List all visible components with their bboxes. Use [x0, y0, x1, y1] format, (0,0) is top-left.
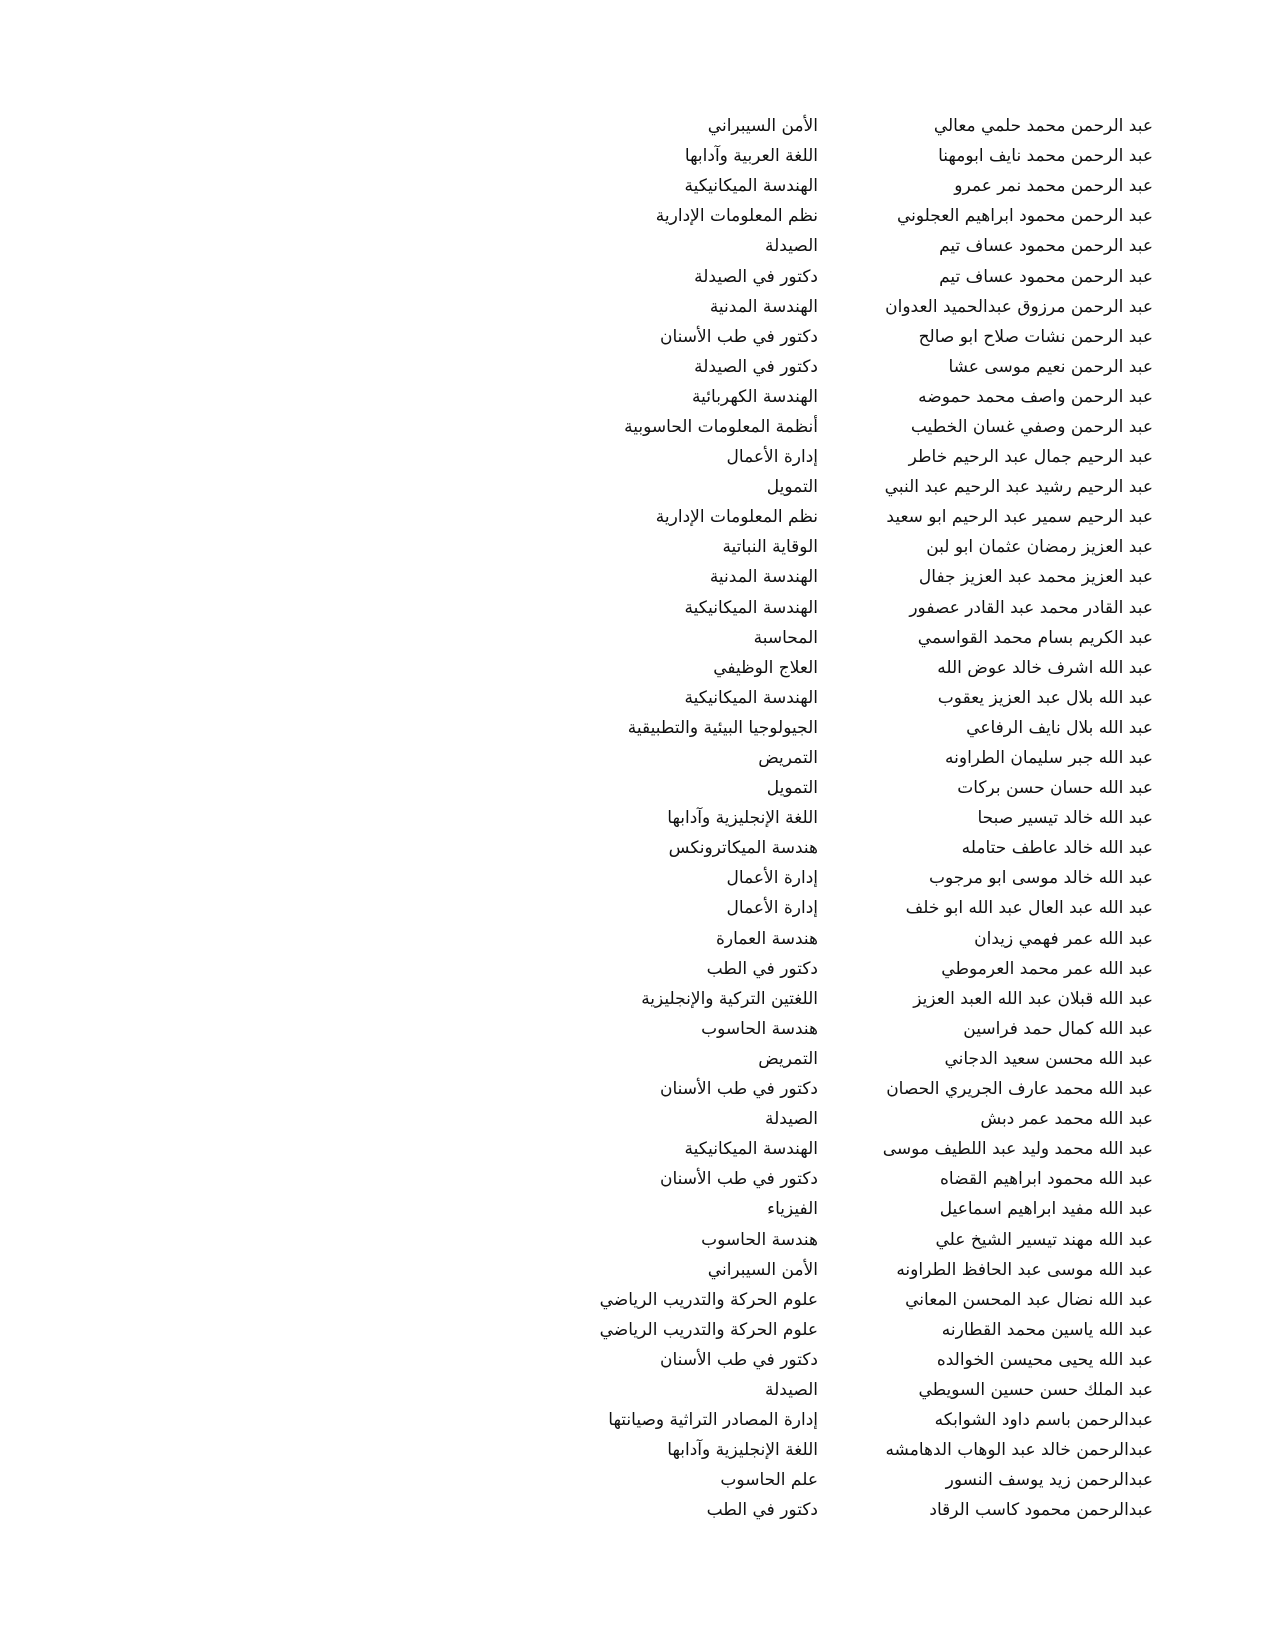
- list-item: [513, 1255, 1153, 1285]
- person-name: عبد الله بلال عبد العزيز يعقوب: [937, 687, 1153, 708]
- person-name: عبدالرحمن محمود كاسب الرقاد: [929, 1500, 1153, 1521]
- list-item: [513, 1134, 1153, 1164]
- major-name: هندسة العمارة: [715, 928, 818, 949]
- list-item: [513, 1224, 1153, 1254]
- person-name: عبد الرحيم رشيد عبد الرحيم عبد النبي: [884, 477, 1153, 498]
- list-item: [513, 1285, 1153, 1315]
- major-name: نظم المعلومات الإدارية: [655, 507, 818, 528]
- person-name: عبد الله خالد عاطف حتامله: [961, 838, 1153, 859]
- major-name: المحاسبة: [753, 627, 818, 648]
- person-name: عبد الرحمن واصف محمد حموضه: [918, 386, 1153, 407]
- major-name: الصيدلة: [765, 236, 818, 257]
- major-name: الأمن السيبراني: [707, 116, 818, 137]
- person-name: عبد القادر محمد عبد القادر عصفور: [909, 597, 1153, 618]
- list-item: [513, 1465, 1153, 1495]
- list-item: [513, 924, 1153, 954]
- person-name: عبد الله نضال عبد المحسن المعاني: [905, 1289, 1153, 1310]
- major-name: العلاج الوظيفي: [713, 657, 818, 678]
- major-name: التمويل: [766, 477, 818, 498]
- list-item: [513, 713, 1153, 743]
- list-item: [513, 442, 1153, 472]
- person-name: عبد العزيز رمضان عثمان ابو لبن: [926, 537, 1153, 558]
- person-name: عبد الرحمن محمود عساف تيم: [939, 236, 1153, 257]
- person-name: عبد العزيز محمد عبد العزيز جفال: [918, 567, 1153, 588]
- person-name: عبد الله موسى عبد الحافظ الطراونه: [896, 1259, 1153, 1280]
- list-item: [513, 412, 1153, 442]
- list-item: [513, 1074, 1153, 1104]
- major-name: الهندسة الميكانيكية: [684, 597, 818, 618]
- person-name: عبد الرحمن نعيم موسى عشا: [948, 356, 1153, 377]
- person-name: عبد الملك حسن حسين السويطي: [918, 1379, 1153, 1400]
- person-name: عبد الله عبد العال عبد الله ابو خلف: [905, 898, 1153, 919]
- major-name: الهندسة الميكانيكية: [684, 176, 818, 197]
- list-item: [513, 1104, 1153, 1134]
- major-name: اللغتين التركية والإنجليزية: [641, 988, 818, 1009]
- person-name: عبد الله محمد وليد عبد اللطيف موسى: [882, 1139, 1153, 1160]
- person-name: عبد الله محمد عارف الجريري الحصان: [886, 1079, 1153, 1100]
- major-name: الهندسة المدنية: [709, 567, 818, 588]
- major-name: اللغة العربية وآدابها: [684, 146, 818, 167]
- person-name: عبد الرحمن وصفي غسان الخطيب: [910, 416, 1153, 437]
- list-item: [513, 683, 1153, 713]
- major-name: الصيدلة: [765, 1379, 818, 1400]
- list-item: [513, 833, 1153, 863]
- person-name: عبد الرحمن محمد حلمي معالي: [933, 116, 1153, 137]
- list-item: [513, 954, 1153, 984]
- list-item: [513, 1014, 1153, 1044]
- list-item: [513, 562, 1153, 592]
- name-major-list: [513, 111, 1153, 1525]
- list-item: [513, 261, 1153, 291]
- major-name: الهندسة الميكانيكية: [684, 1139, 818, 1160]
- person-name: عبد الله يحيى محيسن الخوالده: [936, 1349, 1153, 1370]
- list-item: [513, 773, 1153, 803]
- list-item: [513, 171, 1153, 201]
- list-item: [513, 1375, 1153, 1405]
- person-name: عبد الله محمد عمر دبش: [980, 1109, 1153, 1130]
- list-item: [513, 984, 1153, 1014]
- person-name: عبد الرحمن محمود ابراهيم العجلوني: [897, 206, 1153, 227]
- major-name: إدارة الأعمال: [726, 868, 818, 889]
- person-name: عبد الله مهند تيسير الشيخ علي: [935, 1229, 1153, 1250]
- person-name: عبد الرحمن محمد نمر عمرو: [954, 176, 1153, 197]
- person-name: عبد الله قبلان عبد الله العبد العزيز: [913, 988, 1153, 1009]
- person-name: عبد الله خالد موسى ابو مرجوب: [929, 868, 1153, 889]
- major-name: نظم المعلومات الإدارية: [655, 206, 818, 227]
- person-name: عبد الله عمر فهمي زيدان: [974, 928, 1153, 949]
- major-name: الهندسة المدنية: [709, 296, 818, 317]
- list-item: [513, 1435, 1153, 1465]
- person-name: عبد الرحمن محمد نايف ابومهنا: [938, 146, 1153, 167]
- list-item: [513, 292, 1153, 322]
- major-name: علوم الحركة والتدريب الرياضي: [599, 1319, 818, 1340]
- major-name: الوقاية النباتية: [722, 537, 818, 558]
- major-name: الأمن السيبراني: [707, 1259, 818, 1280]
- major-name: التمريض: [758, 748, 818, 769]
- person-name: عبد الرحمن مرزوق عبدالحميد العدوان: [885, 296, 1153, 317]
- list-item: [513, 1405, 1153, 1435]
- person-name: عبد الله خالد تيسير صبحا: [977, 808, 1153, 829]
- list-item: [513, 1044, 1153, 1074]
- list-item: [513, 382, 1153, 412]
- major-name: دكتور في طب الأسنان: [660, 1349, 818, 1370]
- list-item: [513, 532, 1153, 562]
- list-item: [513, 322, 1153, 352]
- person-name: عبد الله اشرف خالد عوض الله: [937, 657, 1153, 678]
- person-name: عبد الله محمود ابراهيم القضاه: [939, 1169, 1153, 1190]
- list-item: [513, 743, 1153, 773]
- list-item: [513, 623, 1153, 653]
- list-item: [513, 1315, 1153, 1345]
- person-name: عبد الله ياسين محمد القطارنه: [941, 1319, 1153, 1340]
- list-item: [513, 593, 1153, 623]
- list-item: [513, 893, 1153, 923]
- list-item: [513, 231, 1153, 261]
- major-name: دكتور في الطب: [706, 1500, 818, 1521]
- major-name: علوم الحركة والتدريب الرياضي: [599, 1289, 818, 1310]
- person-name: عبد الله كمال حمد فراسين: [963, 1018, 1153, 1039]
- major-name: دكتور في الطب: [706, 958, 818, 979]
- list-item: [513, 352, 1153, 382]
- person-name: عبد الرحيم جمال عبد الرحيم خاطر: [908, 447, 1153, 468]
- person-name: عبد الله بلال نايف الرفاعي: [966, 717, 1153, 738]
- list-item: [513, 1495, 1153, 1525]
- major-name: الفيزياء: [767, 1199, 818, 1220]
- list-item: [513, 1164, 1153, 1194]
- major-name: الصيدلة: [765, 1109, 818, 1130]
- major-name: دكتور في طب الأسنان: [660, 1169, 818, 1190]
- major-name: اللغة الإنجليزية وآدابها: [667, 1440, 818, 1461]
- major-name: دكتور في طب الأسنان: [660, 1079, 818, 1100]
- list-item: [513, 141, 1153, 171]
- list-item: [513, 111, 1153, 141]
- list-item: [513, 653, 1153, 683]
- major-name: اللغة الإنجليزية وآدابها: [667, 808, 818, 829]
- person-name: عبد الرحمن نشات صلاح ابو صالح: [918, 326, 1153, 347]
- list-item: [513, 472, 1153, 502]
- person-name: عبد الله عمر محمد العرموطي: [941, 958, 1153, 979]
- major-name: هندسة الحاسوب: [701, 1018, 818, 1039]
- major-name: التمريض: [758, 1048, 818, 1069]
- major-name: الهندسة الميكانيكية: [684, 687, 818, 708]
- major-name: دكتور في الصيدلة: [694, 356, 818, 377]
- major-name: أنظمة المعلومات الحاسوبية: [624, 416, 818, 437]
- person-name: عبدالرحمن خالد عبد الوهاب الدهامشه: [885, 1440, 1153, 1461]
- major-name: الجيولوجيا البيئية والتطبيقية: [627, 717, 818, 738]
- major-name: التمويل: [766, 778, 818, 799]
- major-name: إدارة الأعمال: [726, 898, 818, 919]
- list-item: [513, 1345, 1153, 1375]
- person-name: عبد الرحمن محمود عساف تيم: [939, 266, 1153, 287]
- person-name: عبد الكريم بسام محمد القواسمي: [917, 627, 1153, 648]
- person-name: عبدالرحمن باسم داود الشوابكه: [934, 1410, 1153, 1431]
- major-name: علم الحاسوب: [720, 1470, 818, 1491]
- person-name: عبد الله حسان حسن بركات: [957, 778, 1153, 799]
- major-name: هندسة الحاسوب: [701, 1229, 818, 1250]
- person-name: عبد الرحيم سمير عبد الرحيم ابو سعيد: [886, 507, 1153, 528]
- major-name: الهندسة الكهربائية: [692, 386, 818, 407]
- list-item: [513, 502, 1153, 532]
- person-name: عبد الله جبر سليمان الطراونه: [945, 748, 1153, 769]
- list-item: [513, 803, 1153, 833]
- major-name: هندسة الميكاترونكس: [668, 838, 818, 859]
- major-name: إدارة الأعمال: [726, 447, 818, 468]
- list-item: [513, 201, 1153, 231]
- person-name: عبدالرحمن زيد يوسف النسور: [945, 1470, 1153, 1491]
- person-name: عبد الله مفيد ابراهيم اسماعيل: [939, 1199, 1153, 1220]
- person-name: عبد الله محسن سعيد الدجاني: [944, 1048, 1153, 1069]
- major-name: دكتور في الصيدلة: [694, 266, 818, 287]
- major-name: دكتور في طب الأسنان: [660, 326, 818, 347]
- major-name: إدارة المصادر التراثية وصيانتها: [608, 1410, 818, 1431]
- list-item: [513, 1194, 1153, 1224]
- list-item: [513, 863, 1153, 893]
